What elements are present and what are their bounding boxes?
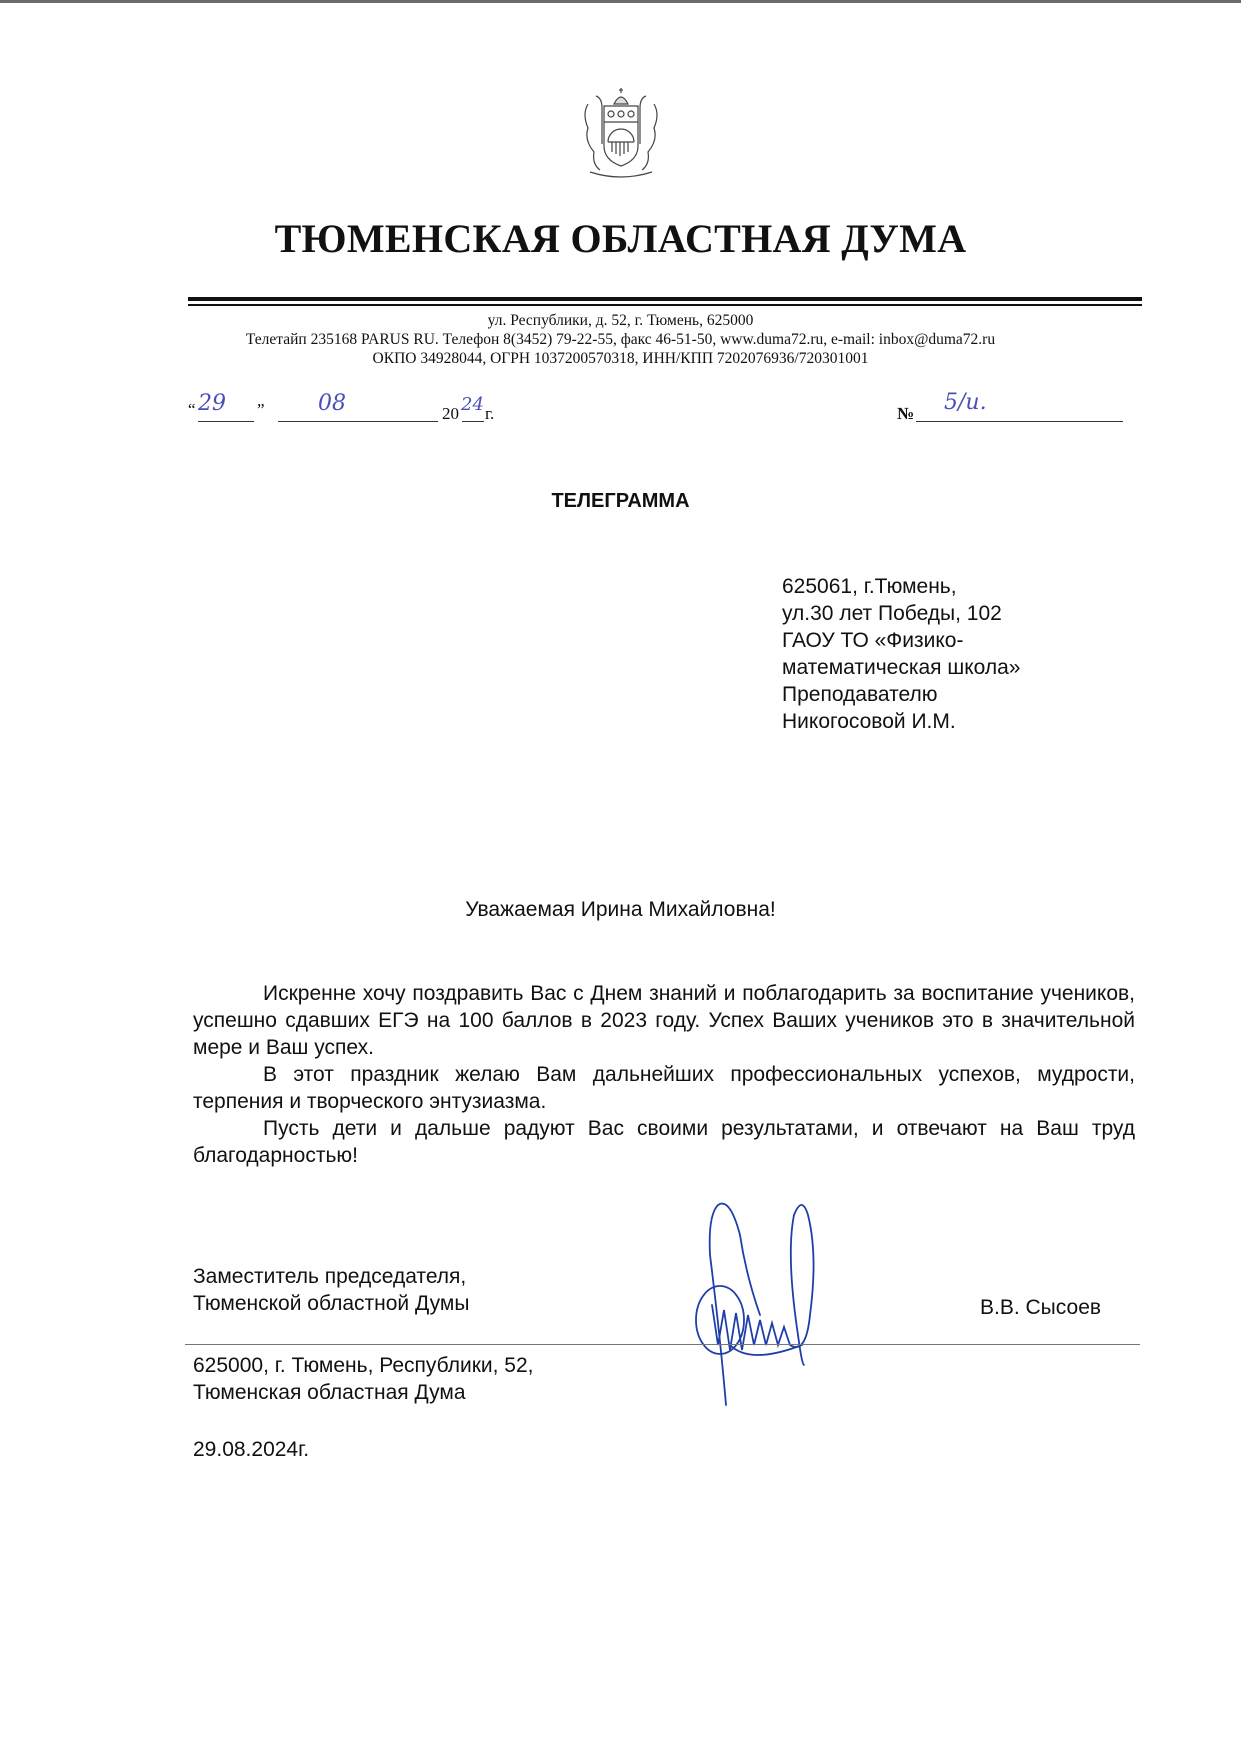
recipient-line: Преподавателю [782, 683, 938, 706]
sender-line: 625000, г. Тюмень, Республики, 52, [193, 1354, 534, 1377]
number-underline [916, 421, 1123, 422]
date-year-prefix: 20 [442, 404, 459, 423]
signer-title-line: Тюменской областной Думы [193, 1292, 470, 1315]
coat-of-arms-icon [578, 84, 664, 182]
date-year-unit: г. [485, 404, 495, 423]
number-label: № [897, 404, 915, 423]
document-type-heading: ТЕЛЕГРАММА [551, 490, 690, 512]
date-year-underline [462, 421, 484, 422]
letterhead-divider-thick [188, 297, 1142, 301]
date-month-underline [278, 421, 438, 422]
organization-title: ТЮМЕНСКАЯ ОБЛАСТНАЯ ДУМА [274, 216, 967, 261]
date-year-handwritten: 24 [461, 394, 484, 415]
recipient-line: 625061, г.Тюмень, [782, 575, 957, 598]
salutation: Уважаемая Ирина Михайловна! [465, 898, 776, 921]
letterhead-address: ул. Республики, д. 52, г. Тюмень, 625000 [487, 312, 754, 329]
body-paragraph: В этот праздник желаю Вам дальнейших профессиональных успехов, мудрости, терпения и творческого энтузиазма. [193, 1063, 1135, 1113]
signature-divider [185, 1344, 1140, 1345]
signer-title-line: Заместитель председателя, [193, 1265, 467, 1288]
recipient-line: ГАОУ ТО «Физико- [782, 629, 964, 652]
scan-top-edge [0, 0, 1241, 3]
body-paragraph: Искренне хочу поздравить Вас с Днем знаний и поблагодарить за воспитание учеников, успешно сдавших ЕГЭ на 100 баллов в 2023 году. Успех Ваших учеников это в значительной мере и Ваш успех. [193, 982, 1135, 1059]
body-paragraph: Пусть дети и дальше радуют Вас своими результатами, и отвечают на Ваш труд благодарностью! [193, 1117, 1135, 1167]
signer-title [193, 1263, 469, 1317]
recipient-address [782, 573, 1020, 735]
letterhead-registry: ОКПО 34928044, ОГРН 1037200570318, ИНН/КПП 7202076936/720301001 [372, 350, 869, 367]
letterhead-contacts: Телетайп 235168 PARUS RU. Телефон 8(3452) 79-22-55, факс 46-51-50, www.duma72.ru, e-mail: inbox@duma72.ru [245, 331, 996, 348]
date-open-quote: “ [188, 400, 196, 419]
letterhead-divider-thin [188, 304, 1142, 306]
sender-line: Тюменская областная Дума [193, 1381, 466, 1404]
sender-address [193, 1352, 533, 1406]
date-close-quote: ” [257, 400, 265, 419]
number-handwritten: 5/и. [944, 390, 987, 415]
date-month-handwritten: 08 [318, 391, 346, 416]
handwritten-signature [690, 1195, 880, 1425]
date-day-underline [198, 421, 254, 422]
footer-date: 29.08.2024г. [193, 1438, 310, 1461]
recipient-line: Никогосовой И.М. [782, 710, 956, 733]
date-day-handwritten: 29 [198, 391, 226, 416]
recipient-line: математическая школа» [782, 656, 1021, 679]
recipient-line: ул.30 лет Победы, 102 [782, 602, 1002, 625]
letter-body [193, 980, 1135, 1169]
signer-name: В.В. Сысоев [980, 1296, 1102, 1319]
